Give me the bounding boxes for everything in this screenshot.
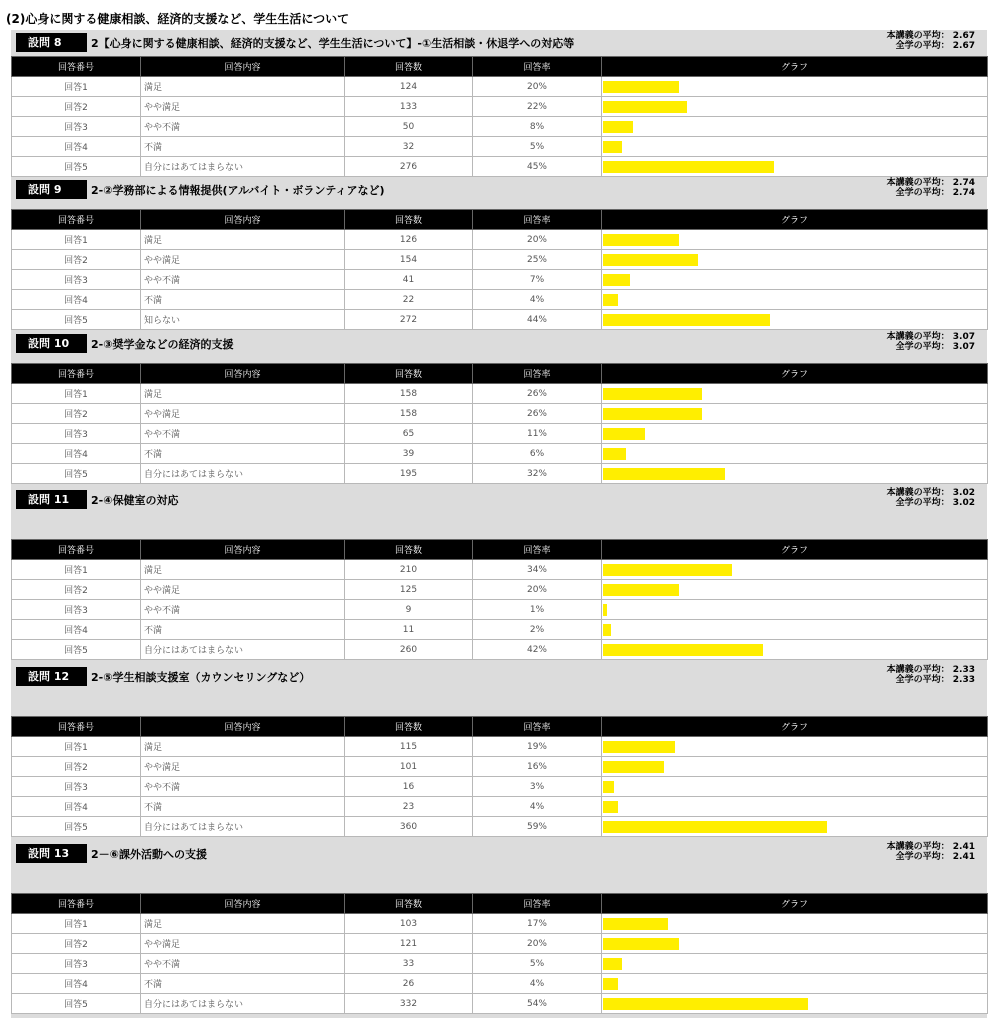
answer-rate: 17% xyxy=(473,914,602,934)
answer-bar xyxy=(603,761,664,773)
answer-content: 満足 xyxy=(141,737,345,757)
table-header-row xyxy=(12,364,988,384)
answer-table xyxy=(11,539,988,660)
answer-graph-cell xyxy=(602,777,988,797)
answer-graph-cell xyxy=(602,290,988,310)
answer-content: やや不満 xyxy=(141,117,345,137)
answer-content: やや不満 xyxy=(141,600,345,620)
answer-table xyxy=(11,56,988,177)
column-header-graph: グラフ xyxy=(602,894,988,914)
answer-graph-cell xyxy=(602,934,988,954)
answer-number: 回答4 xyxy=(12,974,141,994)
answer-count: 32 xyxy=(345,137,473,157)
answer-content: 満足 xyxy=(141,914,345,934)
answer-content: やや満足 xyxy=(141,97,345,117)
question-number-badge: 設問 8 xyxy=(16,33,87,52)
answer-row xyxy=(12,250,988,270)
column-header-content: 回答内容 xyxy=(141,210,345,230)
answer-row xyxy=(12,640,988,660)
answer-graph-cell xyxy=(602,600,988,620)
answer-number: 回答3 xyxy=(12,954,141,974)
answer-rate: 26% xyxy=(473,384,602,404)
answer-row xyxy=(12,444,988,464)
column-header-number: 回答番号 xyxy=(12,540,141,560)
column-header-rate: 回答率 xyxy=(473,717,602,737)
answer-row xyxy=(12,817,988,837)
answer-bar xyxy=(603,978,618,990)
answer-rate: 59% xyxy=(473,817,602,837)
answer-count: 125 xyxy=(345,580,473,600)
answer-row xyxy=(12,620,988,640)
answer-number: 回答3 xyxy=(12,777,141,797)
answer-number: 回答2 xyxy=(12,250,141,270)
answer-number: 回答4 xyxy=(12,797,141,817)
answer-bar xyxy=(603,584,679,596)
column-header-count: 回答数 xyxy=(345,364,473,384)
answer-content: 自分にはあてはまらない xyxy=(141,464,345,484)
answer-row xyxy=(12,797,988,817)
answer-count: 276 xyxy=(345,157,473,177)
answer-graph-cell xyxy=(602,914,988,934)
answer-row xyxy=(12,464,988,484)
answer-content: やや満足 xyxy=(141,934,345,954)
answer-rate: 34% xyxy=(473,560,602,580)
answer-graph-cell xyxy=(602,954,988,974)
question-header xyxy=(11,177,987,201)
column-header-content: 回答内容 xyxy=(141,540,345,560)
answer-content: やや不満 xyxy=(141,270,345,290)
question-section xyxy=(11,487,987,664)
answer-bar xyxy=(603,918,668,930)
question-section xyxy=(11,664,987,841)
question-section xyxy=(11,177,987,331)
answer-number: 回答4 xyxy=(12,137,141,157)
column-header-count: 回答数 xyxy=(345,894,473,914)
answer-row xyxy=(12,404,988,424)
column-header-graph: グラフ xyxy=(602,540,988,560)
answer-rate: 26% xyxy=(473,404,602,424)
answer-count: 210 xyxy=(345,560,473,580)
answer-rate: 45% xyxy=(473,157,602,177)
answer-count: 9 xyxy=(345,600,473,620)
answer-bar xyxy=(603,801,618,813)
answer-count: 158 xyxy=(345,384,473,404)
answer-count: 154 xyxy=(345,250,473,270)
answer-graph-cell xyxy=(602,580,988,600)
course-average: 本講義の平均： 2.74 xyxy=(886,178,975,188)
answer-content: やや満足 xyxy=(141,757,345,777)
answer-bar xyxy=(603,294,618,306)
answer-number: 回答3 xyxy=(12,117,141,137)
answer-rate: 7% xyxy=(473,270,602,290)
question-number-badge: 設問 11 xyxy=(16,490,87,509)
question-number-badge: 設問 13 xyxy=(16,844,87,863)
column-header-rate: 回答率 xyxy=(473,540,602,560)
column-header-graph: グラフ xyxy=(602,717,988,737)
answer-number: 回答1 xyxy=(12,560,141,580)
answer-row xyxy=(12,757,988,777)
answer-bar xyxy=(603,604,607,616)
question-header xyxy=(11,487,987,511)
answer-count: 39 xyxy=(345,444,473,464)
answer-content: 満足 xyxy=(141,230,345,250)
answer-graph-cell xyxy=(602,974,988,994)
course-average: 本講義の平均： 3.07 xyxy=(886,332,975,342)
answer-content: やや満足 xyxy=(141,580,345,600)
question-title: 2-③奨学金などの経済的支援 xyxy=(91,338,234,351)
answer-graph-cell xyxy=(602,737,988,757)
answer-row xyxy=(12,117,988,137)
answer-number: 回答2 xyxy=(12,97,141,117)
answer-graph-cell xyxy=(602,270,988,290)
answer-row xyxy=(12,954,988,974)
answer-table xyxy=(11,209,988,330)
column-header-rate: 回答率 xyxy=(473,57,602,77)
university-average: 全学の平均： 2.33 xyxy=(895,675,975,685)
answer-count: 16 xyxy=(345,777,473,797)
answer-number: 回答5 xyxy=(12,157,141,177)
answer-number: 回答1 xyxy=(12,230,141,250)
answer-content: 知らない xyxy=(141,310,345,330)
course-average: 本講義の平均： 3.02 xyxy=(886,488,975,498)
answer-number: 回答2 xyxy=(12,757,141,777)
answer-row xyxy=(12,137,988,157)
answer-count: 103 xyxy=(345,914,473,934)
column-header-number: 回答番号 xyxy=(12,364,141,384)
column-header-count: 回答数 xyxy=(345,717,473,737)
answer-table xyxy=(11,363,988,484)
answer-count: 115 xyxy=(345,737,473,757)
column-header-number: 回答番号 xyxy=(12,717,141,737)
answer-graph-cell xyxy=(602,97,988,117)
answer-rate: 4% xyxy=(473,797,602,817)
answer-count: 133 xyxy=(345,97,473,117)
answer-count: 101 xyxy=(345,757,473,777)
answer-content: やや満足 xyxy=(141,250,345,270)
answer-row xyxy=(12,157,988,177)
table-header-row xyxy=(12,717,988,737)
answer-rate: 44% xyxy=(473,310,602,330)
answer-content: 不満 xyxy=(141,137,345,157)
answer-bar xyxy=(603,998,808,1010)
answer-rate: 54% xyxy=(473,994,602,1014)
column-header-count: 回答数 xyxy=(345,210,473,230)
column-header-number: 回答番号 xyxy=(12,210,141,230)
answer-bar xyxy=(603,741,675,753)
average-scores xyxy=(887,332,975,352)
answer-bar xyxy=(603,81,679,93)
answer-bar xyxy=(603,141,622,153)
answer-rate: 4% xyxy=(473,974,602,994)
answer-rate: 11% xyxy=(473,424,602,444)
course-average: 本講義の平均： 2.33 xyxy=(886,665,975,675)
question-section xyxy=(11,331,987,487)
column-header-content: 回答内容 xyxy=(141,57,345,77)
answer-count: 158 xyxy=(345,404,473,424)
column-header-content: 回答内容 xyxy=(141,717,345,737)
answer-bar xyxy=(603,468,725,480)
answer-graph-cell xyxy=(602,464,988,484)
column-header-graph: グラフ xyxy=(602,210,988,230)
question-number-badge: 設問 9 xyxy=(16,180,87,199)
column-header-number: 回答番号 xyxy=(12,894,141,914)
answer-bar xyxy=(603,958,622,970)
answer-graph-cell xyxy=(602,77,988,97)
answer-content: 自分にはあてはまらない xyxy=(141,817,345,837)
answer-graph-cell xyxy=(602,640,988,660)
column-header-content: 回答内容 xyxy=(141,364,345,384)
column-header-number: 回答番号 xyxy=(12,57,141,77)
answer-row xyxy=(12,974,988,994)
column-header-rate: 回答率 xyxy=(473,210,602,230)
answer-rate: 20% xyxy=(473,77,602,97)
answer-count: 26 xyxy=(345,974,473,994)
answer-rate: 5% xyxy=(473,137,602,157)
answer-bar xyxy=(603,121,633,133)
answer-number: 回答4 xyxy=(12,444,141,464)
answer-count: 360 xyxy=(345,817,473,837)
answer-bar xyxy=(603,644,763,656)
answer-content: やや不満 xyxy=(141,424,345,444)
answer-number: 回答5 xyxy=(12,640,141,660)
answer-number: 回答4 xyxy=(12,290,141,310)
answer-bar xyxy=(603,388,702,400)
answer-content: 不満 xyxy=(141,290,345,310)
average-scores xyxy=(887,842,975,862)
answer-graph-cell xyxy=(602,620,988,640)
answer-count: 50 xyxy=(345,117,473,137)
answer-count: 22 xyxy=(345,290,473,310)
column-header-graph: グラフ xyxy=(602,57,988,77)
answer-content: 自分にはあてはまらない xyxy=(141,994,345,1014)
answer-number: 回答1 xyxy=(12,77,141,97)
question-title: 2-②学務部による情報提供(アルバイト・ボランティアなど) xyxy=(91,184,385,197)
answer-number: 回答3 xyxy=(12,424,141,444)
answer-bar xyxy=(603,564,732,576)
answer-number: 回答3 xyxy=(12,270,141,290)
answer-number: 回答4 xyxy=(12,620,141,640)
answer-table xyxy=(11,893,988,1014)
answer-number: 回答5 xyxy=(12,310,141,330)
question-title: 2【心身に関する健康相談、経済的支援など、学生生活について】-①生活相談・休退学への対応等 xyxy=(91,37,575,50)
answer-row xyxy=(12,580,988,600)
answer-graph-cell xyxy=(602,797,988,817)
answer-graph-cell xyxy=(602,994,988,1014)
answer-graph-cell xyxy=(602,310,988,330)
answer-graph-cell xyxy=(602,757,988,777)
answer-rate: 3% xyxy=(473,777,602,797)
average-scores xyxy=(887,31,975,51)
column-header-count: 回答数 xyxy=(345,540,473,560)
answer-number: 回答3 xyxy=(12,600,141,620)
answer-row xyxy=(12,994,988,1014)
answer-content: 不満 xyxy=(141,444,345,464)
answer-rate: 4% xyxy=(473,290,602,310)
average-scores xyxy=(887,488,975,508)
average-scores xyxy=(887,665,975,685)
answer-bar xyxy=(603,314,770,326)
answer-count: 260 xyxy=(345,640,473,660)
question-title: 2－⑥課外活動への支援 xyxy=(91,848,207,861)
answer-rate: 20% xyxy=(473,934,602,954)
answer-rate: 16% xyxy=(473,757,602,777)
answer-count: 272 xyxy=(345,310,473,330)
answer-graph-cell xyxy=(602,444,988,464)
answer-rate: 32% xyxy=(473,464,602,484)
answer-row xyxy=(12,384,988,404)
answer-bar xyxy=(603,781,614,793)
answer-row xyxy=(12,737,988,757)
answer-row xyxy=(12,97,988,117)
answer-count: 11 xyxy=(345,620,473,640)
column-header-graph: グラフ xyxy=(602,364,988,384)
university-average: 全学の平均： 3.07 xyxy=(895,342,975,352)
course-average: 本講義の平均： 2.67 xyxy=(886,31,975,41)
answer-bar xyxy=(603,624,611,636)
question-section xyxy=(11,841,987,1018)
answer-graph-cell xyxy=(602,157,988,177)
answer-row xyxy=(12,290,988,310)
answer-bar xyxy=(603,938,679,950)
answer-row xyxy=(12,424,988,444)
answer-number: 回答1 xyxy=(12,914,141,934)
answer-count: 195 xyxy=(345,464,473,484)
answer-row xyxy=(12,270,988,290)
question-header xyxy=(11,331,987,355)
answer-row xyxy=(12,230,988,250)
question-header xyxy=(11,30,987,54)
answer-graph-cell xyxy=(602,560,988,580)
answer-row xyxy=(12,777,988,797)
answer-count: 126 xyxy=(345,230,473,250)
answer-bar xyxy=(603,428,645,440)
table-header-row xyxy=(12,210,988,230)
answer-rate: 42% xyxy=(473,640,602,660)
page-title: (2)心身に関する健康相談、経済的支援など、学生生活について xyxy=(6,12,350,26)
answer-bar xyxy=(603,161,774,173)
answer-graph-cell xyxy=(602,137,988,157)
answer-content: 不満 xyxy=(141,620,345,640)
table-header-row xyxy=(12,894,988,914)
university-average: 全学の平均： 2.74 xyxy=(895,188,975,198)
answer-row xyxy=(12,914,988,934)
answer-rate: 8% xyxy=(473,117,602,137)
answer-number: 回答5 xyxy=(12,994,141,1014)
answer-count: 41 xyxy=(345,270,473,290)
answer-content: やや満足 xyxy=(141,404,345,424)
answer-graph-cell xyxy=(602,817,988,837)
answer-number: 回答2 xyxy=(12,580,141,600)
answer-row xyxy=(12,310,988,330)
answer-number: 回答2 xyxy=(12,934,141,954)
answer-row xyxy=(12,934,988,954)
question-header xyxy=(11,664,987,688)
column-header-count: 回答数 xyxy=(345,57,473,77)
answer-graph-cell xyxy=(602,384,988,404)
question-header xyxy=(11,841,987,865)
answer-content: やや不満 xyxy=(141,954,345,974)
university-average: 全学の平均： 2.67 xyxy=(895,41,975,51)
answer-graph-cell xyxy=(602,230,988,250)
answer-graph-cell xyxy=(602,250,988,270)
answer-count: 33 xyxy=(345,954,473,974)
answer-bar xyxy=(603,408,702,420)
question-section xyxy=(11,30,987,177)
table-header-row xyxy=(12,57,988,77)
answer-rate: 22% xyxy=(473,97,602,117)
table-header-row xyxy=(12,540,988,560)
answer-count: 65 xyxy=(345,424,473,444)
answer-number: 回答5 xyxy=(12,464,141,484)
answer-count: 124 xyxy=(345,77,473,97)
answer-count: 23 xyxy=(345,797,473,817)
answer-bar xyxy=(603,274,630,286)
answer-number: 回答2 xyxy=(12,404,141,424)
answer-bar xyxy=(603,254,698,266)
answer-content: やや不満 xyxy=(141,777,345,797)
answer-rate: 20% xyxy=(473,580,602,600)
answer-content: 不満 xyxy=(141,797,345,817)
column-header-content: 回答内容 xyxy=(141,894,345,914)
answer-graph-cell xyxy=(602,424,988,444)
answer-bar xyxy=(603,821,827,833)
answer-rate: 6% xyxy=(473,444,602,464)
answer-content: 満足 xyxy=(141,560,345,580)
answer-count: 121 xyxy=(345,934,473,954)
answer-content: 自分にはあてはまらない xyxy=(141,640,345,660)
answer-bar xyxy=(603,448,626,460)
answer-row xyxy=(12,600,988,620)
answer-table xyxy=(11,716,988,837)
column-header-rate: 回答率 xyxy=(473,364,602,384)
answer-rate: 20% xyxy=(473,230,602,250)
answer-content: 不満 xyxy=(141,974,345,994)
answer-content: 自分にはあてはまらない xyxy=(141,157,345,177)
answer-rate: 1% xyxy=(473,600,602,620)
answer-count: 332 xyxy=(345,994,473,1014)
answer-rate: 19% xyxy=(473,737,602,757)
answer-row xyxy=(12,77,988,97)
course-average: 本講義の平均： 2.41 xyxy=(886,842,975,852)
question-number-badge: 設問 12 xyxy=(16,667,87,686)
answer-rate: 5% xyxy=(473,954,602,974)
answer-graph-cell xyxy=(602,117,988,137)
answer-bar xyxy=(603,101,687,113)
answer-rate: 2% xyxy=(473,620,602,640)
answer-graph-cell xyxy=(602,404,988,424)
answer-row xyxy=(12,560,988,580)
answer-rate: 25% xyxy=(473,250,602,270)
university-average: 全学の平均： 2.41 xyxy=(895,852,975,862)
question-title: 2-④保健室の対応 xyxy=(91,494,179,507)
question-number-badge: 設問 10 xyxy=(16,334,87,353)
answer-bar xyxy=(603,234,679,246)
average-scores xyxy=(887,178,975,198)
column-header-rate: 回答率 xyxy=(473,894,602,914)
question-title: 2-⑤学生相談支援室（カウンセリングなど） xyxy=(91,671,311,684)
answer-number: 回答1 xyxy=(12,737,141,757)
answer-number: 回答1 xyxy=(12,384,141,404)
answer-number: 回答5 xyxy=(12,817,141,837)
university-average: 全学の平均： 3.02 xyxy=(895,498,975,508)
answer-content: 満足 xyxy=(141,77,345,97)
answer-content: 満足 xyxy=(141,384,345,404)
